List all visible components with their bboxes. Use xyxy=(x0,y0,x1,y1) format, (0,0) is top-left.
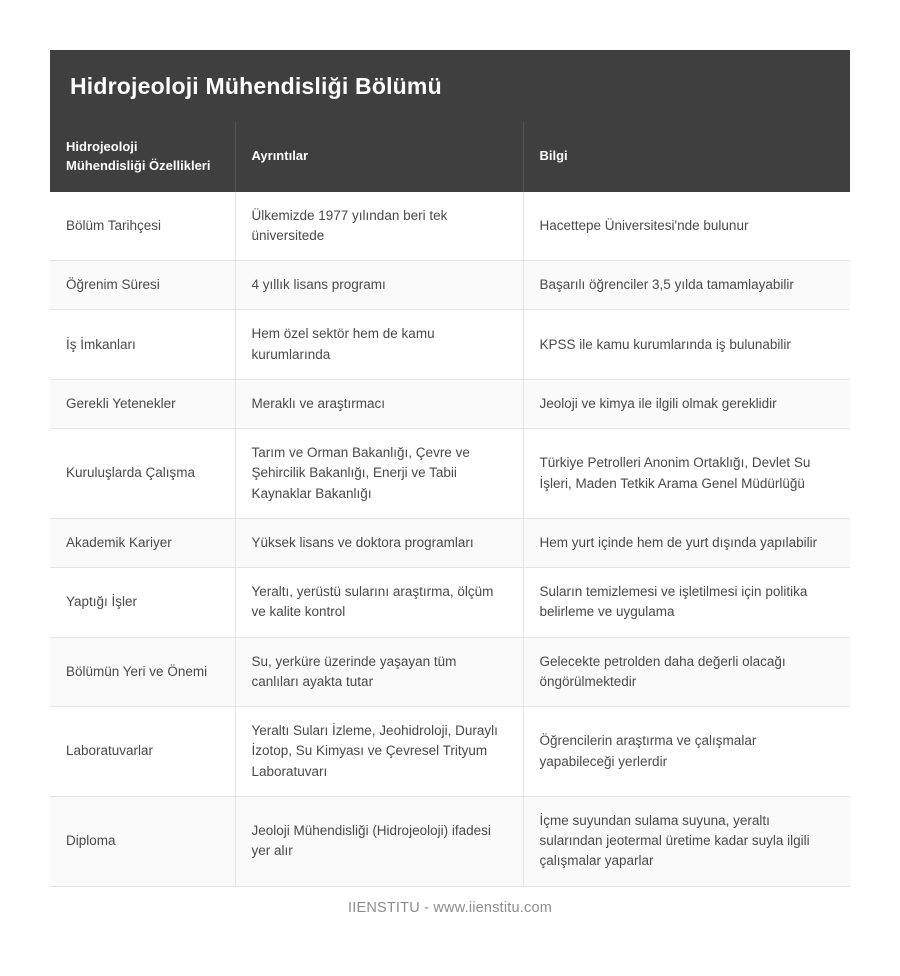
row-info: Jeoloji ve kimya ile ilgili olmak gereklidir xyxy=(523,379,850,428)
row-details: Yeraltı, yerüstü sularını araştırma, ölçüm ve kalite kontrol xyxy=(235,568,523,638)
column-header-info: Bilgi xyxy=(523,122,850,192)
row-info: Suların temizlemesi ve işletilmesi için politika belirleme ve uygulama xyxy=(523,568,850,638)
row-feature: Bölüm Tarihçesi xyxy=(50,192,235,261)
row-details: Meraklı ve araştırmacı xyxy=(235,379,523,428)
row-info: KPSS ile kamu kurumlarında iş bulunabilir xyxy=(523,310,850,380)
row-details: 4 yıllık lisans programı xyxy=(235,261,523,310)
table-row xyxy=(50,192,850,261)
page-title: Hidrojeoloji Mühendisliği Bölümü xyxy=(50,50,850,122)
table-header-row xyxy=(50,122,850,192)
row-info: Hem yurt içinde hem de yurt dışında yapılabilir xyxy=(523,518,850,567)
row-details: Hem özel sektör hem de kamu kurumlarında xyxy=(235,310,523,380)
row-info: İçme suyundan sulama suyuna, yeraltı sularından jeotermal üretime kadar suyla ilgili çalışmalar yaparlar xyxy=(523,796,850,886)
info-table-container xyxy=(50,50,850,887)
table-body xyxy=(50,192,850,887)
row-info: Hacettepe Üniversitesi'nde bulunur xyxy=(523,192,850,261)
table-row xyxy=(50,707,850,797)
table-row xyxy=(50,568,850,638)
row-details: Jeoloji Mühendisliği (Hidrojeoloji) ifadesi yer alır xyxy=(235,796,523,886)
row-feature: Bölümün Yeri ve Önemi xyxy=(50,637,235,707)
row-info: Gelecekte petrolden daha değerli olacağı öngörülmektedir xyxy=(523,637,850,707)
row-details: Ülkemizde 1977 yılından beri tek üniversitede xyxy=(235,192,523,261)
table-row xyxy=(50,310,850,380)
row-info: Başarılı öğrenciler 3,5 yılda tamamlayabilir xyxy=(523,261,850,310)
row-details: Tarım ve Orman Bakanlığı, Çevre ve Şehircilik Bakanlığı, Enerji ve Tabii Kaynaklar Bakanlığı xyxy=(235,429,523,519)
row-feature: Gerekli Yetenekler xyxy=(50,379,235,428)
row-feature: Yaptığı İşler xyxy=(50,568,235,638)
table-row xyxy=(50,261,850,310)
row-feature: Akademik Kariyer xyxy=(50,518,235,567)
row-info: Öğrencilerin araştırma ve çalışmalar yapabileceği yerlerdir xyxy=(523,707,850,797)
row-feature: Laboratuvarlar xyxy=(50,707,235,797)
row-details: Yüksek lisans ve doktora programları xyxy=(235,518,523,567)
table-header xyxy=(50,122,850,192)
row-details: Yeraltı Suları İzleme, Jeohidroloji, Duraylı İzotop, Su Kimyası ve Çevresel Trityum Laboratuvarı xyxy=(235,707,523,797)
row-info: Türkiye Petrolleri Anonim Ortaklığı, Devlet Su İşleri, Maden Tetkik Arama Genel Müdürlüğü xyxy=(523,429,850,519)
column-header-features: Hidrojeoloji Mühendisliği Özellikleri xyxy=(50,122,235,192)
table-row xyxy=(50,637,850,707)
row-feature: İş İmkanları xyxy=(50,310,235,380)
row-feature: Kuruluşlarda Çalışma xyxy=(50,429,235,519)
row-details: Su, yerküre üzerinde yaşayan tüm canlıları ayakta tutar xyxy=(235,637,523,707)
column-header-details: Ayrıntılar xyxy=(235,122,523,192)
table-row xyxy=(50,796,850,886)
info-table xyxy=(50,122,850,887)
footer-attribution: IIENSTITU - www.iienstitu.com xyxy=(348,900,552,916)
table-row xyxy=(50,518,850,567)
table-row xyxy=(50,379,850,428)
row-feature: Diploma xyxy=(50,796,235,886)
row-feature: Öğrenim Süresi xyxy=(50,261,235,310)
table-row xyxy=(50,429,850,519)
